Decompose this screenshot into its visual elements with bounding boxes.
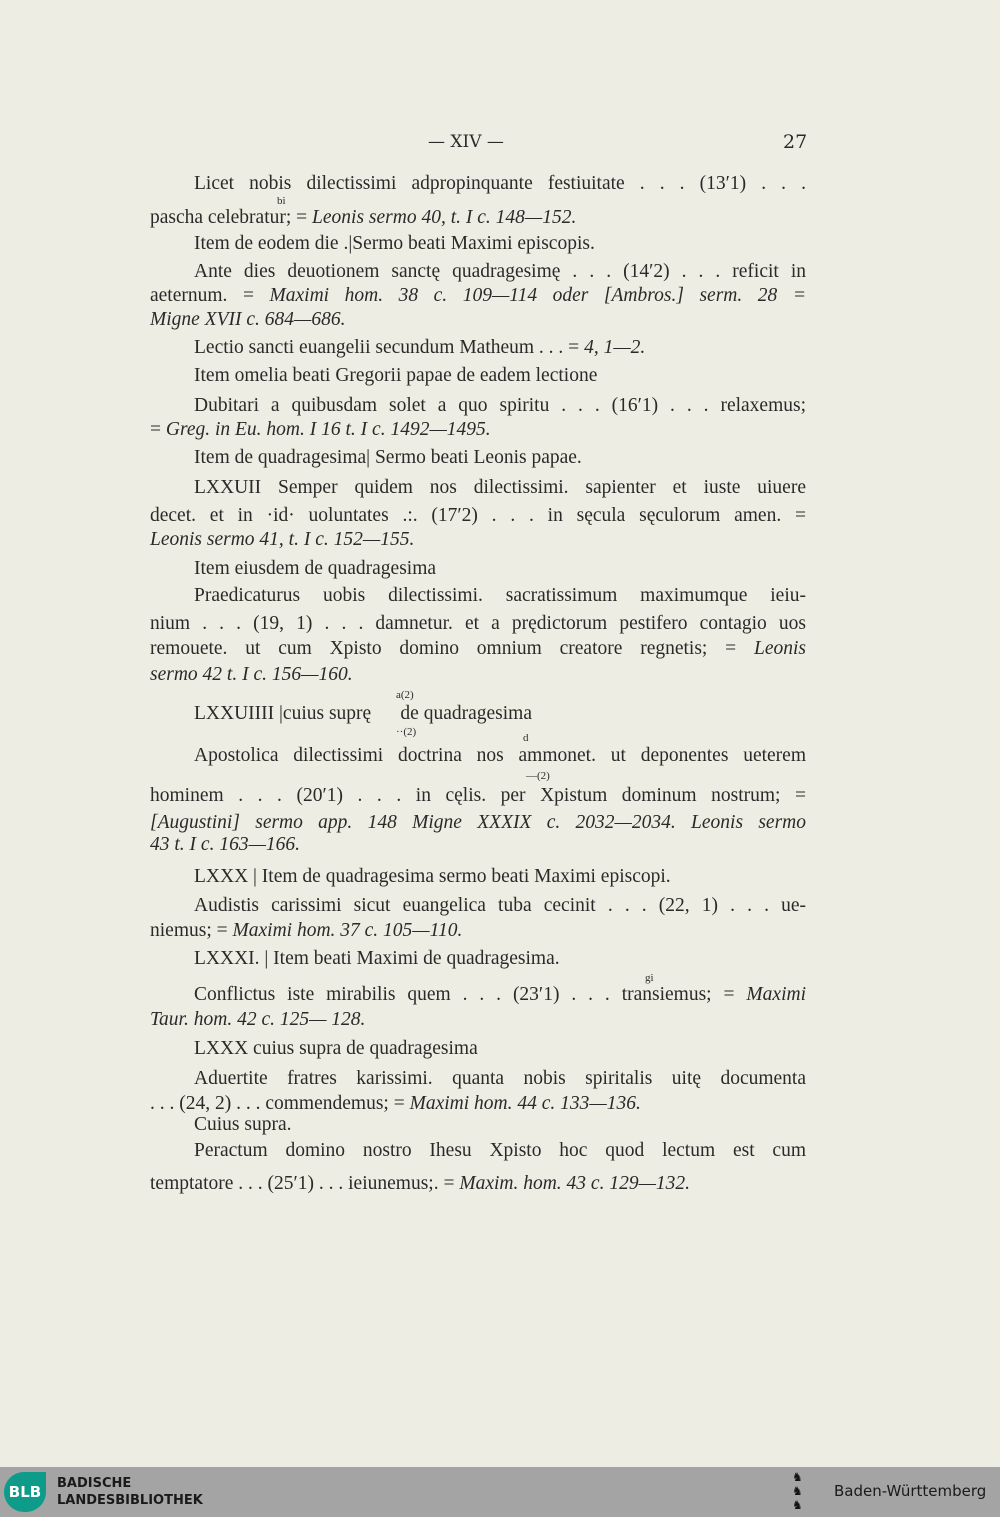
roman-text: temptatore . . . (25′1) . . . ieiunemus;. = xyxy=(150,1173,460,1194)
text-line xyxy=(150,530,806,550)
citation-text: Leonis sermo 41, t. I c. 152—155. xyxy=(150,529,415,550)
text-line xyxy=(150,665,806,685)
citation-text: [Augustini] sermo app. 148 Migne XXXIX c. 2032—2034. Leonis sermo xyxy=(150,812,806,833)
roman-text: remouete. ut cum Xpisto domino omnium creatore regnetis; = xyxy=(150,638,754,659)
text-line xyxy=(194,896,806,916)
state-name[interactable]: Baden-Württemberg xyxy=(834,1482,987,1500)
text-line xyxy=(194,338,806,358)
text-line xyxy=(194,1039,806,1059)
roman-text: Aduertite fratres karissimi. quanta nobis spiritalis uitę documenta xyxy=(194,1068,806,1089)
roman-text: Cuius supra. xyxy=(194,1114,292,1135)
superscript: a(2) xyxy=(396,689,414,701)
citation-text: Migne XVII c. 684—686. xyxy=(150,309,346,330)
running-head: — XIV — xyxy=(428,132,504,152)
text-line xyxy=(194,174,806,194)
text-line xyxy=(150,1174,806,1194)
roman-text: LXXXI. | Item beati Maximi de quadragesima. xyxy=(194,948,560,969)
roman-text: LXXX cuius supra de quadragesima xyxy=(194,1038,478,1059)
roman-text: Peractum domino nostro Ihesu Xpisto hoc quod lectum est cum xyxy=(194,1140,806,1161)
superscript: —(2) xyxy=(526,770,550,782)
text-line xyxy=(150,921,806,941)
text-line xyxy=(194,396,806,416)
text-line xyxy=(150,208,806,228)
citation-text: Leonis sermo 40, t. I c. 148—152. xyxy=(312,207,577,228)
citation-text: 4, 1—2. xyxy=(584,337,646,358)
citation-text: Maximi hom. 37 c. 105—110. xyxy=(232,920,463,941)
superscript: gi xyxy=(645,972,654,984)
roman-text: hominem . . . (20′1) . . . in cęlis. per Xpistum dominum nostrum; = xyxy=(150,785,806,806)
text-line xyxy=(194,867,806,887)
superscript: d xyxy=(523,732,529,744)
roman-text: Ante dies deuotionem sanctę quadragesimę . . . (14′2) . . . reficit in xyxy=(194,261,806,282)
citation-text: Maximi hom. 38 c. 109—114 oder [Ambros.] serm. 28 = xyxy=(269,285,806,306)
text-line xyxy=(150,813,806,833)
text-line xyxy=(150,1094,806,1114)
library-name-line2: LANDESBIBLIOTHEK xyxy=(57,1493,203,1508)
roman-text: nium . . . (19, 1) . . . damnetur. et a prędictorum pestifero contagio uos xyxy=(150,613,806,634)
text-line xyxy=(194,949,806,969)
text-line xyxy=(150,420,806,440)
page-number: 27 xyxy=(783,131,808,153)
roman-text: Conflictus iste mirabilis quem . . . (23′1) . . . transiemus; = xyxy=(194,984,747,1005)
roman-text: LXXX | Item de quadragesima sermo beati Maximi episcopi. xyxy=(194,866,671,887)
roman-text: Lectio sancti euangelii secundum Matheum . . . = xyxy=(194,337,585,358)
text-line xyxy=(194,1141,806,1161)
text-line xyxy=(194,234,806,254)
coat-of-arms-lions-icon: ♞ ♞ ♞ xyxy=(792,1470,803,1512)
text-line xyxy=(194,559,806,579)
roman-text: Item eiusdem de quadragesima xyxy=(194,558,437,579)
citation-text: Leonis xyxy=(753,638,806,659)
citation-text: sermo 42 t. I c. 156—160. xyxy=(150,664,353,685)
roman-text: LXXUII Semper quidem nos dilectissimi. sapienter et iuste uiuere xyxy=(194,477,806,498)
roman-text: Item de quadragesima| Sermo beati Leonis papae. xyxy=(194,447,582,468)
text-line xyxy=(194,985,806,1005)
roman-text: Praedicaturus uobis dilectissimi. sacratissimum maximumque ieiu- xyxy=(194,585,806,606)
citation-text: Taur. hom. 42 c. 125— 128. xyxy=(150,1009,366,1030)
roman-text: LXXUIIII |cuius suprę de quadragesima xyxy=(194,703,533,724)
roman-text: Audistis carissimi sicut euangelica tuba cecinit . . . (22, 1) . . . ue- xyxy=(194,895,806,916)
text-line xyxy=(194,262,806,282)
roman-text: decet. et in ·id· uoluntates .:. (17′2) . . . in sęcula sęculorum amen. = xyxy=(150,505,806,526)
text-line xyxy=(150,506,806,526)
citation-text: Maximi hom. 44 c. 133—136. xyxy=(409,1093,641,1114)
text-line xyxy=(194,1115,806,1135)
citation-text: Maxim. hom. 43 c. 129—132. xyxy=(459,1173,691,1194)
text-line xyxy=(150,835,806,855)
roman-text: . . . (24, 2) . . . commendemus; = xyxy=(150,1093,410,1114)
roman-text: pascha celebratur; = xyxy=(150,207,313,228)
roman-text: niemus; = xyxy=(150,920,233,941)
roman-text: Item de eodem die .|Sermo beati Maximi episcopis. xyxy=(194,233,595,254)
citation-text: Greg. in Eu. hom. I 16 t. I c. 1492—1495. xyxy=(165,419,491,440)
text-line xyxy=(150,614,806,634)
roman-text: Item omelia beati Gregorii papae de eadem lectione xyxy=(194,365,598,386)
footer-bar xyxy=(0,1467,1000,1517)
roman-text: = xyxy=(150,419,166,440)
library-name[interactable] xyxy=(57,1475,203,1509)
text-line xyxy=(194,746,806,766)
superscript: bi xyxy=(277,195,286,207)
citation-text: 43 t. I c. 163—166. xyxy=(150,834,301,855)
text-line xyxy=(194,478,806,498)
roman-text: aeternum. = xyxy=(150,285,270,306)
text-line xyxy=(150,310,806,330)
roman-text: Apostolica dilectissimi doctrina nos ammonet. ut deponentes ueterem xyxy=(194,745,806,766)
superscript: ··(2) xyxy=(396,726,417,738)
text-line xyxy=(150,286,806,306)
roman-text: Dubitari a quibusdam solet a quo spiritu . . . (16′1) . . . relaxemus; xyxy=(194,395,806,416)
roman-text: Licet nobis dilectissimi adpropinquante festiuitate . . . (13′1) . . . xyxy=(194,173,806,194)
citation-text: Maximi xyxy=(746,984,806,1005)
text-line xyxy=(194,448,806,468)
text-line xyxy=(150,639,806,659)
library-name-line1: BADISCHE xyxy=(57,1476,132,1491)
text-line xyxy=(194,1069,806,1089)
text-line xyxy=(194,704,806,724)
text-line xyxy=(194,366,806,386)
text-line xyxy=(150,786,806,806)
text-line xyxy=(194,586,806,606)
blb-logo[interactable]: BLB xyxy=(4,1472,46,1512)
text-line xyxy=(150,1010,806,1030)
